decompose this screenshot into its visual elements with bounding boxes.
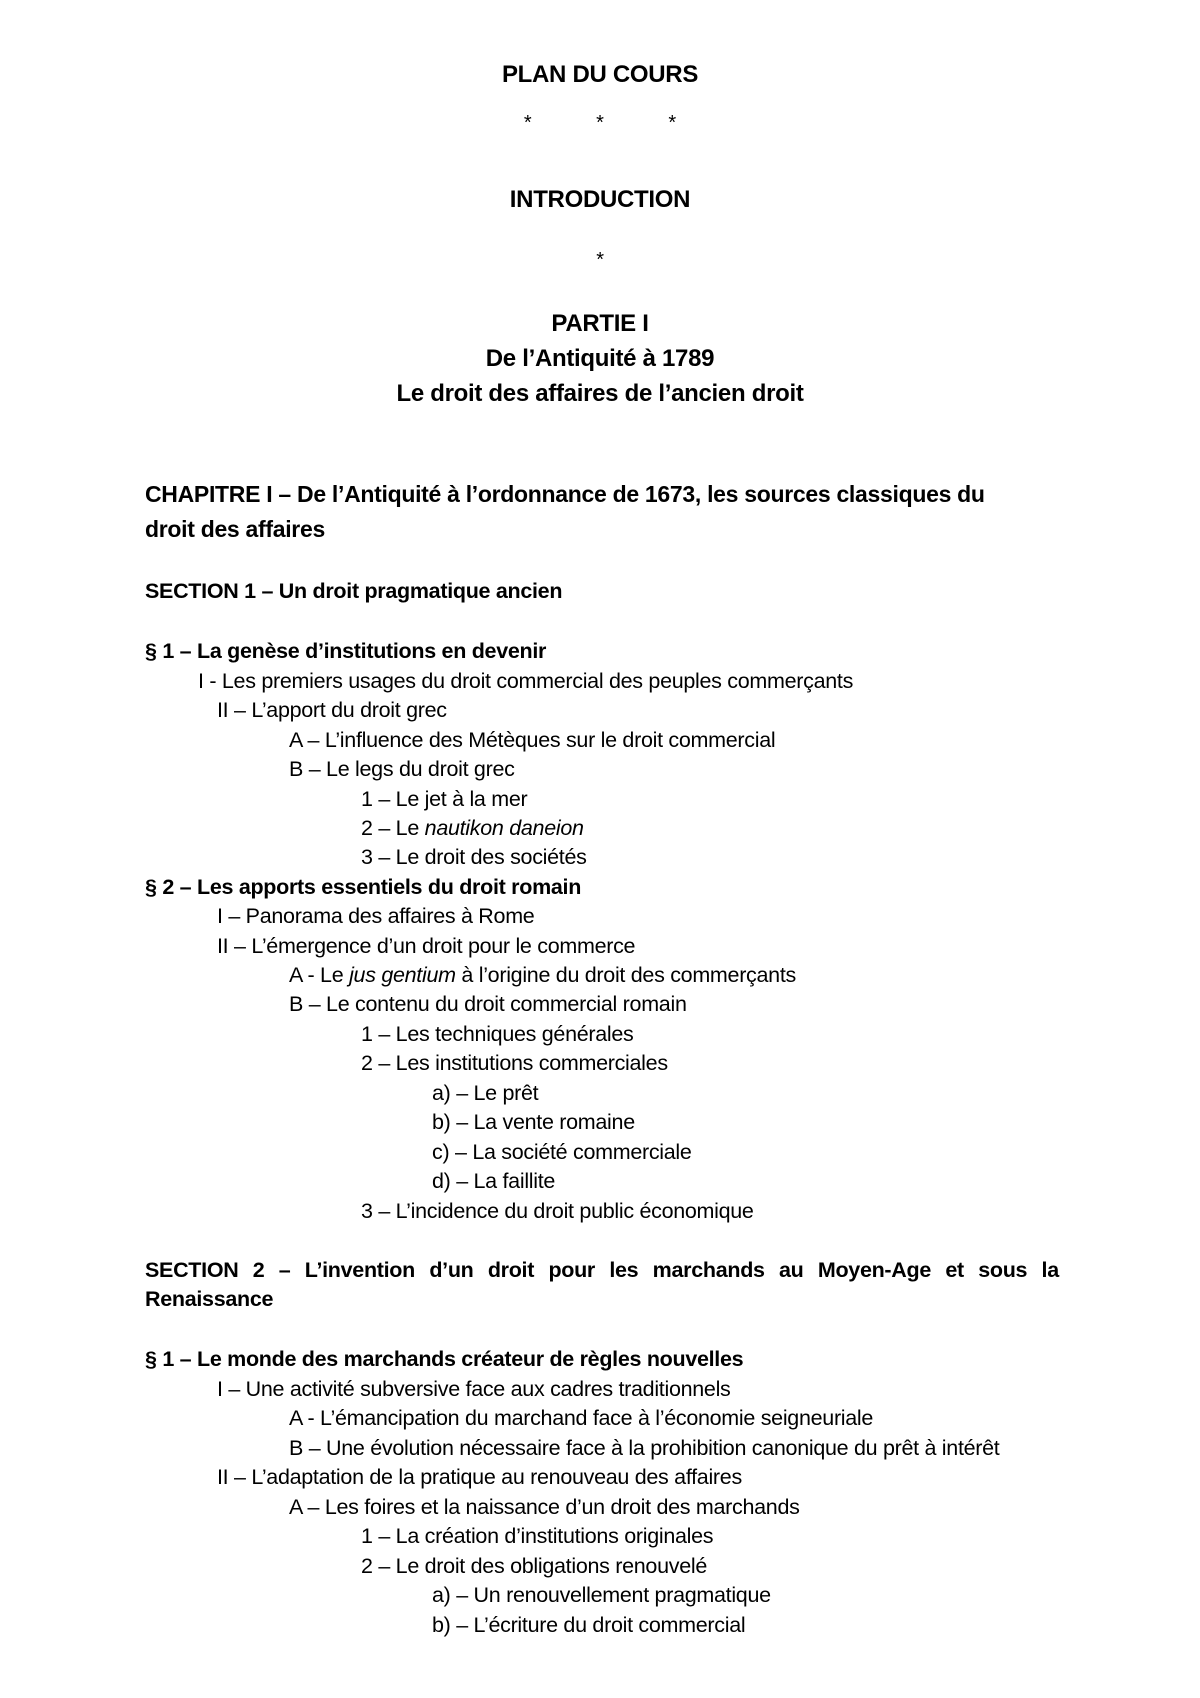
- heading-word: pour: [548, 1258, 596, 1282]
- partie-subtitle: Le droit des affaires de l’ancien droit: [396, 380, 804, 407]
- outline-item: a) – Un renouvellement pragmatique: [432, 1583, 771, 1607]
- outline-item: I - Les premiers usages du droit commercial des peuples commerçants: [198, 669, 854, 693]
- heading-word: les: [609, 1258, 639, 1282]
- paragraph-heading: § 1 – La genèse d’institutions en devenir: [145, 639, 547, 663]
- heading-word: 2: [252, 1258, 265, 1282]
- heading-word: marchands: [652, 1258, 765, 1282]
- partie-heading: PARTIE I: [551, 310, 649, 337]
- outline-item: b) – L’écriture du droit commercial: [432, 1613, 746, 1637]
- outline-item: a) – Le prêt: [432, 1081, 539, 1105]
- outline-text: A - Le: [289, 963, 350, 987]
- outline-text: à l’origine du droit des commerçants: [455, 963, 796, 987]
- heading-word: et: [945, 1258, 964, 1282]
- italic-term: jus gentium: [349, 963, 456, 987]
- heading-word: –: [278, 1258, 291, 1282]
- outline-item: A - L’émancipation du marchand face à l’économie seigneuriale: [289, 1406, 874, 1430]
- outline-text: 2 – Le: [361, 816, 425, 840]
- heading-word: au: [779, 1258, 804, 1282]
- separator-star: *: [523, 112, 532, 134]
- partie-subtitle: De l’Antiquité à 1789: [485, 345, 715, 372]
- outline-item: d) – La faillite: [432, 1169, 556, 1193]
- outline-item: 1 – La création d’institutions originales: [361, 1524, 714, 1548]
- heading-word: droit: [487, 1258, 535, 1282]
- heading-word: la: [1041, 1258, 1059, 1282]
- outline-item: I – Panorama des affaires à Rome: [217, 904, 535, 928]
- outline-item: 1 – Le jet à la mer: [361, 787, 528, 811]
- outline-item: I – Une activité subversive face aux cadres traditionnels: [217, 1377, 731, 1401]
- section-heading: SECTION 1 – Un droit pragmatique ancien: [145, 579, 563, 603]
- outline-item: II – L’émergence d’un droit pour le commerce: [217, 934, 636, 958]
- outline-item: [361, 814, 584, 842]
- separator-star: *: [668, 112, 677, 134]
- outline-item: 2 – Les institutions commerciales: [361, 1051, 668, 1075]
- section-heading: Renaissance: [145, 1287, 274, 1311]
- outline-item: II – L’adaptation de la pratique au renouveau des affaires: [217, 1465, 742, 1489]
- outline-item: b) – La vente romaine: [432, 1110, 635, 1134]
- heading-word: L’invention: [304, 1258, 415, 1282]
- heading-word: sous: [978, 1258, 1028, 1282]
- paragraph-heading: § 1 – Le monde des marchands créateur de règles nouvelles: [145, 1347, 744, 1371]
- outline-item: B – Le contenu du droit commercial romain: [289, 992, 687, 1016]
- chapitre-heading: droit des affaires: [145, 516, 325, 542]
- heading-word: Moyen-Age: [817, 1258, 932, 1282]
- separator-star: *: [596, 249, 604, 271]
- outline-item: 3 – L’incidence du droit public économique: [361, 1199, 754, 1223]
- introduction-heading: INTRODUCTION: [509, 186, 691, 213]
- section-heading: [145, 1256, 1059, 1284]
- heading-word: SECTION: [145, 1258, 239, 1282]
- outline-item: 3 – Le droit des sociétés: [361, 845, 587, 869]
- outline-item: A – Les foires et la naissance d’un droit des marchands: [289, 1495, 800, 1519]
- outline-item: B – Une évolution nécessaire face à la prohibition canonique du prêt à intérêt: [289, 1436, 1000, 1460]
- outline-item: 1 – Les techniques générales: [361, 1022, 634, 1046]
- chapitre-heading: CHAPITRE I – De l’Antiquité à l’ordonnance de 1673, les sources classiques du: [145, 481, 985, 507]
- outline-item: A – L’influence des Métèques sur le droit commercial: [289, 728, 776, 752]
- document-title: PLAN DU COURS: [501, 61, 699, 88]
- italic-term: nautikon daneion: [424, 816, 584, 840]
- separator-star: *: [596, 112, 604, 134]
- heading-word: d’un: [429, 1258, 474, 1282]
- outline-item: 2 – Le droit des obligations renouvelé: [361, 1554, 707, 1578]
- paragraph-heading: § 2 – Les apports essentiels du droit romain: [145, 875, 582, 899]
- outline-item: B – Le legs du droit grec: [289, 757, 515, 781]
- outline-item: [289, 961, 796, 989]
- outline-item: c) – La société commerciale: [432, 1140, 692, 1164]
- outline-item: II – L’apport du droit grec: [217, 698, 447, 722]
- separator-stars: [0, 112, 1200, 135]
